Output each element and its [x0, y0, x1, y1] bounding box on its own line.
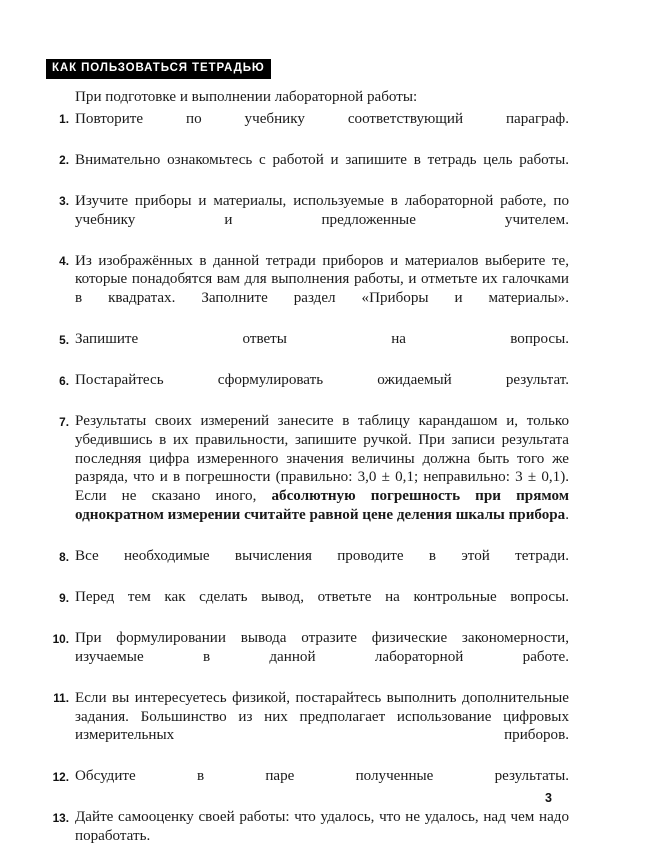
list-item-text: Из изображённых в данной тетради приборов и материалов выберите те, которые понадобятся вам для выполнения работы, и отметьте их галочками в квадратах. Заполните раздел «Приборы и материалы». — [75, 252, 569, 307]
list-item-text-emphasis: абсолютную погрешность при прямом однократном измерении считайте равной цене деления шкалы прибора — [75, 488, 569, 524]
list-item — [46, 588, 569, 626]
list-item-number: 6. — [59, 373, 69, 388]
list-item-text: Запишите ответы на вопросы. — [75, 331, 569, 348]
list-item-number: 13. — [52, 810, 69, 825]
list-item — [46, 629, 569, 685]
list-item-text-tail: . — [565, 507, 570, 524]
list-item-text: Перед тем как сделать вывод, ответьте на контрольные вопросы. — [75, 589, 569, 606]
list-item-text: Постарайтесь сформулировать ожидаемый результат. — [75, 372, 569, 389]
list-item-number: 9. — [59, 590, 69, 605]
list-item — [46, 412, 569, 544]
list-item-number: 1. — [59, 112, 69, 127]
list-item — [46, 110, 569, 148]
list-item — [46, 151, 569, 189]
list-item-text: Обсудите в паре полученные результаты. — [75, 768, 569, 785]
intro-paragraph: При подготовке и выполнении лабораторной работы: — [75, 89, 418, 105]
list-item-number: 7. — [59, 414, 69, 429]
list-item-number: 3. — [59, 194, 69, 209]
list-item-text: Изучите приборы и материалы, используемые в лабораторной работе, по учебнику и предложенные учителем. — [75, 192, 569, 228]
list-item — [46, 808, 569, 864]
list-item-text-regular: Результаты своих измерений занесите в таблицу карандашом и, только убедившись в их правильности, запишите ручкой. При записи результата последняя цифра измеренного значения величины должна быть того же разряда, что и в погрешности (правильно: 3,0 ± 0,1; неправильно: 3 ± 0,1). Если не сказано иного, — [75, 413, 569, 505]
list-item-number: 11. — [53, 691, 69, 706]
page-number: 3 — [545, 791, 552, 805]
list-item-number: 2. — [59, 153, 69, 168]
list-item — [46, 689, 569, 764]
list-item — [46, 371, 569, 409]
section-heading: КАК ПОЛЬЗОВАТЬСЯ ТЕТРАДЬЮ — [46, 59, 271, 79]
list-item-text: Повторите по учебнику соответствующий параграф. — [75, 110, 569, 127]
list-item — [46, 547, 569, 585]
list-item-text: Внимательно ознакомьтесь с работой и запишите в тетрадь цель работы. — [75, 151, 569, 168]
list-item-number: 12. — [52, 769, 69, 784]
list-item-text — [75, 412, 569, 544]
list-item-number: 8. — [59, 549, 69, 564]
instructions-list — [46, 110, 569, 865]
list-item-number: 10. — [52, 631, 69, 646]
list-item-text: Дайте самооценку своей работы: что удалось, что не удалось, над чем надо поработать. — [75, 809, 569, 845]
list-item-text: При формулировании вывода отразите физические закономерности, изучаемые в данной лабораторной работе. — [75, 630, 569, 665]
list-item-text: Если вы интересуетесь физикой, постарайтесь выполнить дополнительные задания. Большинство из них предполагает использование цифровых измерительных приборов. — [75, 689, 569, 744]
list-item-number: 5. — [59, 332, 69, 347]
instructions-content — [46, 88, 569, 865]
list-item-text: Все необходимые вычисления проводите в этой тетради. — [75, 548, 569, 565]
list-item — [46, 252, 569, 327]
list-item — [46, 192, 569, 248]
list-item — [46, 330, 569, 368]
list-item — [46, 767, 569, 805]
list-item-number: 4. — [59, 254, 69, 269]
